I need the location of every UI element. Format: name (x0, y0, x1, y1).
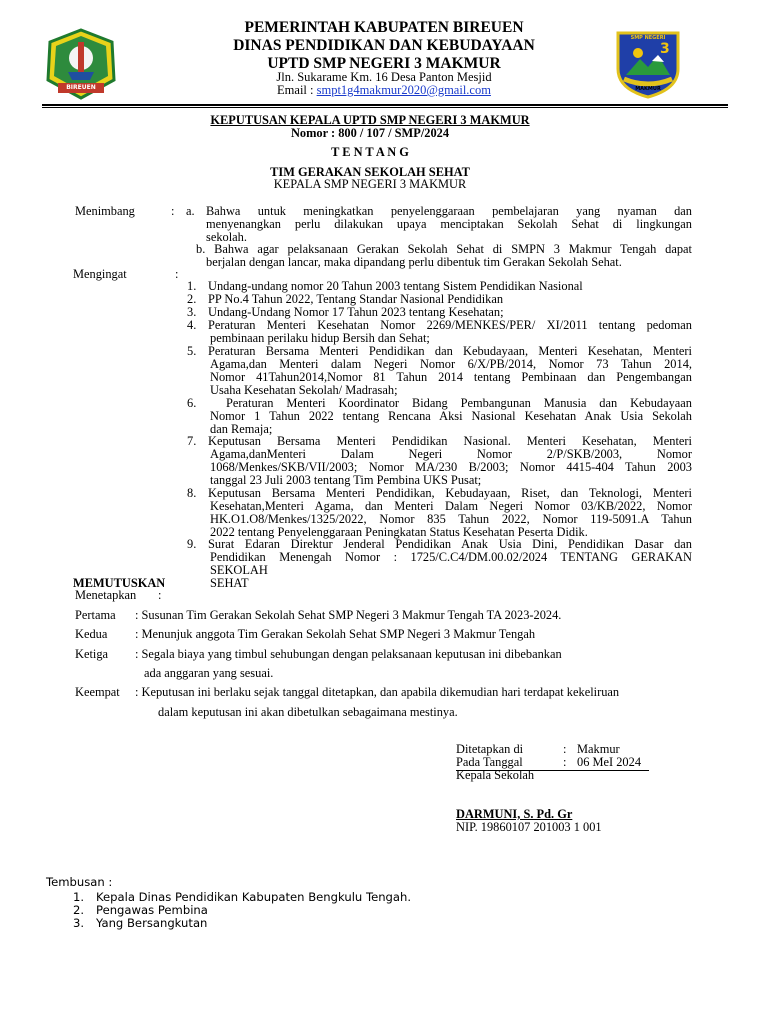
mengingat-item-number: 4. (187, 318, 197, 332)
header-department: DINAS PENDIDIKAN DAN KEBUDAYAAN (233, 37, 535, 54)
mengingat-item-text: dan Remaja; (210, 422, 273, 436)
mengingat-item-text: HK.O1.O8/Menkes/1325/2022, Nomor 835 Tahun 2022, Nomor 119-5091.A Tahun (210, 512, 692, 526)
decree-number: Nomor : 800 / 107 / SMP/2024 (290, 126, 450, 140)
keempat-text-cont: dalam keputusan ini akan dibetulkan sebagaimana mestinya. (158, 705, 458, 719)
mengingat-item-text: Surat Edaran Direktur Jenderal Pendidikan Anak Usia Dini, Pendidikan Dasar dan (208, 537, 692, 551)
menimbang-b-line: b. Bahwa agar pelaksanaan Gerakan Sekolah Sehat di SMPN 3 Makmur Tengah dapat (196, 242, 692, 256)
tembusan-item-text: Yang Bersangkutan (96, 916, 208, 930)
ditetapkan-colon: : (563, 742, 567, 756)
header-government: PEMERINTAH KABUPATEN BIREUEN (244, 19, 524, 36)
ketiga-text-cont: ada anggaran yang sesuai. (144, 666, 274, 680)
school-logo-top: SMP NEGERI (630, 35, 666, 41)
mengingat-colon: : (175, 267, 179, 281)
mengingat-item-text: PP No.4 Tahun 2022, Tentang Standar Nasional Pendidikan (208, 292, 504, 306)
mengingat-item-text: tanggal 23 Juli 2003 tentang Tim Pembina UKS Pusat; (210, 473, 482, 487)
email-link[interactable]: smpt1g4makmur2020@gmail.com (316, 83, 491, 97)
header-address: Jln. Sukarame Km. 16 Desa Panton Mesjid (276, 70, 492, 84)
ditetapkan-value: Makmur (577, 742, 620, 756)
menetapkan-label: Menetapkan (75, 588, 137, 602)
ketiga-text: : Segala biaya yang timbul sehubungan dengan pelaksanaan keputusan ini dibebankan (135, 647, 562, 661)
school-logo-number: 3 (660, 41, 670, 57)
menimbang-b-line: berjalan dengan lancar, maka dipandang perlu dibentuk tim Gerakan Sekolah Sehat. (206, 255, 622, 269)
mengingat-item-text: 2022 tentang Penyelenggaraan Peningkatan Status Kesehatan Peserta Didik. (210, 525, 588, 539)
mengingat-item-number: 9. (187, 537, 197, 551)
regency-logo-text: BIREUEN (66, 84, 96, 91)
mengingat-item-number: 6. (187, 396, 197, 410)
kedua-text: : Menunjuk anggota Tim Gerakan Sekolah Sehat SMP Negeri 3 Makmur Tengah (135, 627, 536, 641)
tembusan-item-text: Kepala Dinas Pendidikan Kabupaten Bengkulu Tengah. (96, 890, 412, 904)
signer-nip: NIP. 19860107 201003 1 001 (456, 820, 602, 834)
tembusan-item-text: Pengawas Pembina (96, 903, 208, 917)
header-rule-thin (42, 107, 728, 108)
menimbang-colon: : (171, 204, 175, 218)
mengingat-item-number: 3. (187, 305, 197, 319)
mengingat-item-text: Undang-undang nomor 20 Tahun 2003 tentang Sistem Pendidikan Nasional (208, 279, 583, 293)
mengingat-item-text: Undang-Undang Nomor 17 Tahun 2023 tentang Kesehatan; (208, 305, 504, 319)
mengingat-item-text: pembinaan perilaku hidup Bersih dan Sehat; (210, 331, 430, 345)
mengingat-item-text: Keputusan Bersama Menteri Pendidikan, Kebudayaan, Riset, dan Teknologi, Menteri (208, 486, 692, 500)
mengingat-item-number: 7. (187, 434, 197, 448)
mengingat-item-text: Nomor 1 Tahun 2022 tentang Rencana Aksi Nasional Kesehatan Anak Usia Sekolah (210, 409, 692, 423)
school-logo (612, 29, 684, 99)
tembusan-item-number: 2. (73, 903, 85, 917)
keempat-label: Keempat (75, 685, 120, 699)
menimbang-a-line: sekolah. (206, 230, 247, 244)
menetapkan-colon: : (158, 588, 162, 602)
tanggal-colon: : (563, 755, 567, 769)
header-rule-thick (42, 104, 728, 106)
mengingat-item-text: Pendidikan Menengah Nomor : 1725/C.C4/DM.00.02/2024 TENTANG GERAKAN (210, 550, 692, 564)
mengingat-item-number: 1. (187, 279, 197, 293)
decree-issuer: KEPALA SMP NEGERI 3 MAKMUR (273, 177, 467, 191)
email-label: Email : (277, 83, 317, 97)
menimbang-a-line: menyenangkan perlu dilakukan upaya menciptakan Sekolah Sehat di lingkungan (206, 217, 692, 231)
header-school: UPTD SMP NEGERI 3 MAKMUR (267, 55, 501, 72)
mengingat-item-text: Usaha Kesehatan Sekolah/ Madrasah; (210, 383, 398, 397)
mengingat-item-text: Peraturan Menteri Koordinator Bidang Pembangunan Manusia dan Kebudayaan (226, 396, 692, 410)
mengingat-item-text: Peraturan Menteri Kesehatan Nomor 2269/MENKES/PER/ XI/2011 tentang pedoman (208, 318, 692, 332)
kedua-label: Kedua (75, 627, 108, 641)
keempat-text: : Keputusan ini berlaku sejak tanggal ditetapkan, dan apabila dikemudian hari terdapat kekeliruan (135, 685, 620, 699)
mengingat-item-text: Kesehatan,Menteri Agama, dan Menteri Dalam Negeri Nomor 03/KB/2022, Nomor (210, 499, 692, 513)
mengingat-item-text: Agama,dan Menteri dalam Negeri Nomor 6/X/PB/2014, Nomor 73 Tahun 2014, (210, 357, 692, 371)
memutuskan-heading: MEMUTUSKAN (73, 576, 166, 590)
mengingat-item-number: 8. (187, 486, 197, 500)
mengingat-item-text: 1068/Menkes/SKB/VII/2003; Nomor MA/230 B/2003; Nomor 4415-404 Tahun 2003 (210, 460, 692, 474)
mengingat-label: Mengingat (73, 267, 127, 281)
tanggal-label: Pada Tanggal (456, 755, 523, 769)
menimbang-a-line: Bahwa untuk meningkatkan penyelenggaraan pembelajaran yang nyaman dan (206, 204, 692, 218)
menimbang-a-marker: a. (186, 204, 195, 218)
tembusan-item-number: 1. (73, 890, 85, 904)
ketiga-label: Ketiga (75, 647, 109, 661)
tembusan-label: Tembusan : (46, 875, 113, 889)
mengingat-item-text: Nomor 41Tahun2014,Nomor 81 Tahun 2014 tentang Pembinaan dan Pengembangan (210, 370, 692, 384)
tentang-heading: T E N T A N G (331, 145, 409, 159)
decree-title: KEPUTUSAN KEPALA UPTD SMP NEGERI 3 MAKMUR (210, 113, 530, 127)
pertama-label: Pertama (75, 608, 116, 622)
tembusan-item-number: 3. (73, 916, 85, 930)
mengingat-item-number: 2. (187, 292, 197, 306)
pertama-text: : Susunan Tim Gerakan Sekolah Sehat SMP Negeri 3 Makmur Tengah TA 2023-2024. (135, 608, 562, 622)
signer-name: DARMUNI, S. Pd. Gr (456, 807, 573, 821)
menimbang-label: Menimbang (75, 204, 135, 218)
signer-position: Kepala Sekolah (456, 768, 535, 782)
tanggal-value: 06 MeI 2024 (577, 755, 642, 769)
mengingat-item-text: Peraturan Bersama Menteri Pendidikan dan Kebudayaan, Menteri Kesehatan, Menteri (208, 344, 692, 358)
ditetapkan-label: Ditetapkan di (456, 742, 524, 756)
mengingat-item-text: Agama,danMenteri Dalam Negeri Nomor 2/P/SKB/2003, Nomor (210, 447, 692, 461)
mengingat-item-text: Keputusan Bersama Menteri Pendidikan Nasional. Menteri Kesehatan, Menteri (208, 434, 692, 448)
mengingat-item-number: 5. (187, 344, 197, 358)
school-logo-bottom: MAKMUR (635, 86, 661, 92)
decree-subject: TIM GERAKAN SEKOLAH SEHAT (270, 165, 470, 179)
